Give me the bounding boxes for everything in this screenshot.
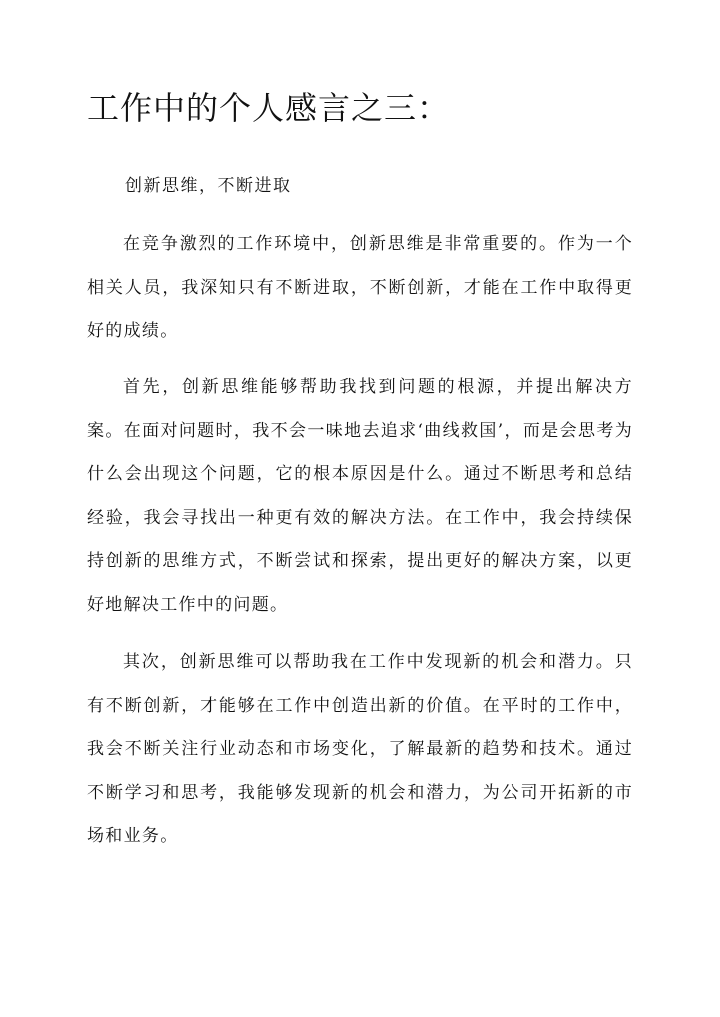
document-subtitle: 创新思维，不断进取 xyxy=(125,176,292,196)
document-title: 工作中的个人感言之三： xyxy=(87,89,451,127)
paragraph-second-point: 其次，创新思维可以帮助我在工作中发现新的机会和潜力。只有不断创新，才能够在工作中创造出新的价值。在平时的工作中，我会不断关注行业动态和市场变化，了解最新的趋势和技术。通过不断学习和思考，我能够发现新的机会和潜力，为公司开拓新的市场和业务。 xyxy=(87,652,633,846)
paragraph-intro: 在竞争激烈的工作环境中，创新思维是非常重要的。作为一个相关人员，我深知只有不断进取，不断创新，才能在工作中取得更好的成绩。 xyxy=(87,234,633,341)
paragraph-first-point: 首先，创新思维能够帮助我找到问题的根源，并提出解决方案。在面对问题时，我不会一味地去追求‘曲线救国’，而是会思考为什么会出现这个问题，它的根本原因是什么。通过不断思考和总结经验，我会寻找出一种更有效的解决方法。在工作中，我会持续保持创新的思维方式，不断尝试和探索，提出更好的解决方案，以更好地解决工作中的问题。 xyxy=(87,377,633,615)
